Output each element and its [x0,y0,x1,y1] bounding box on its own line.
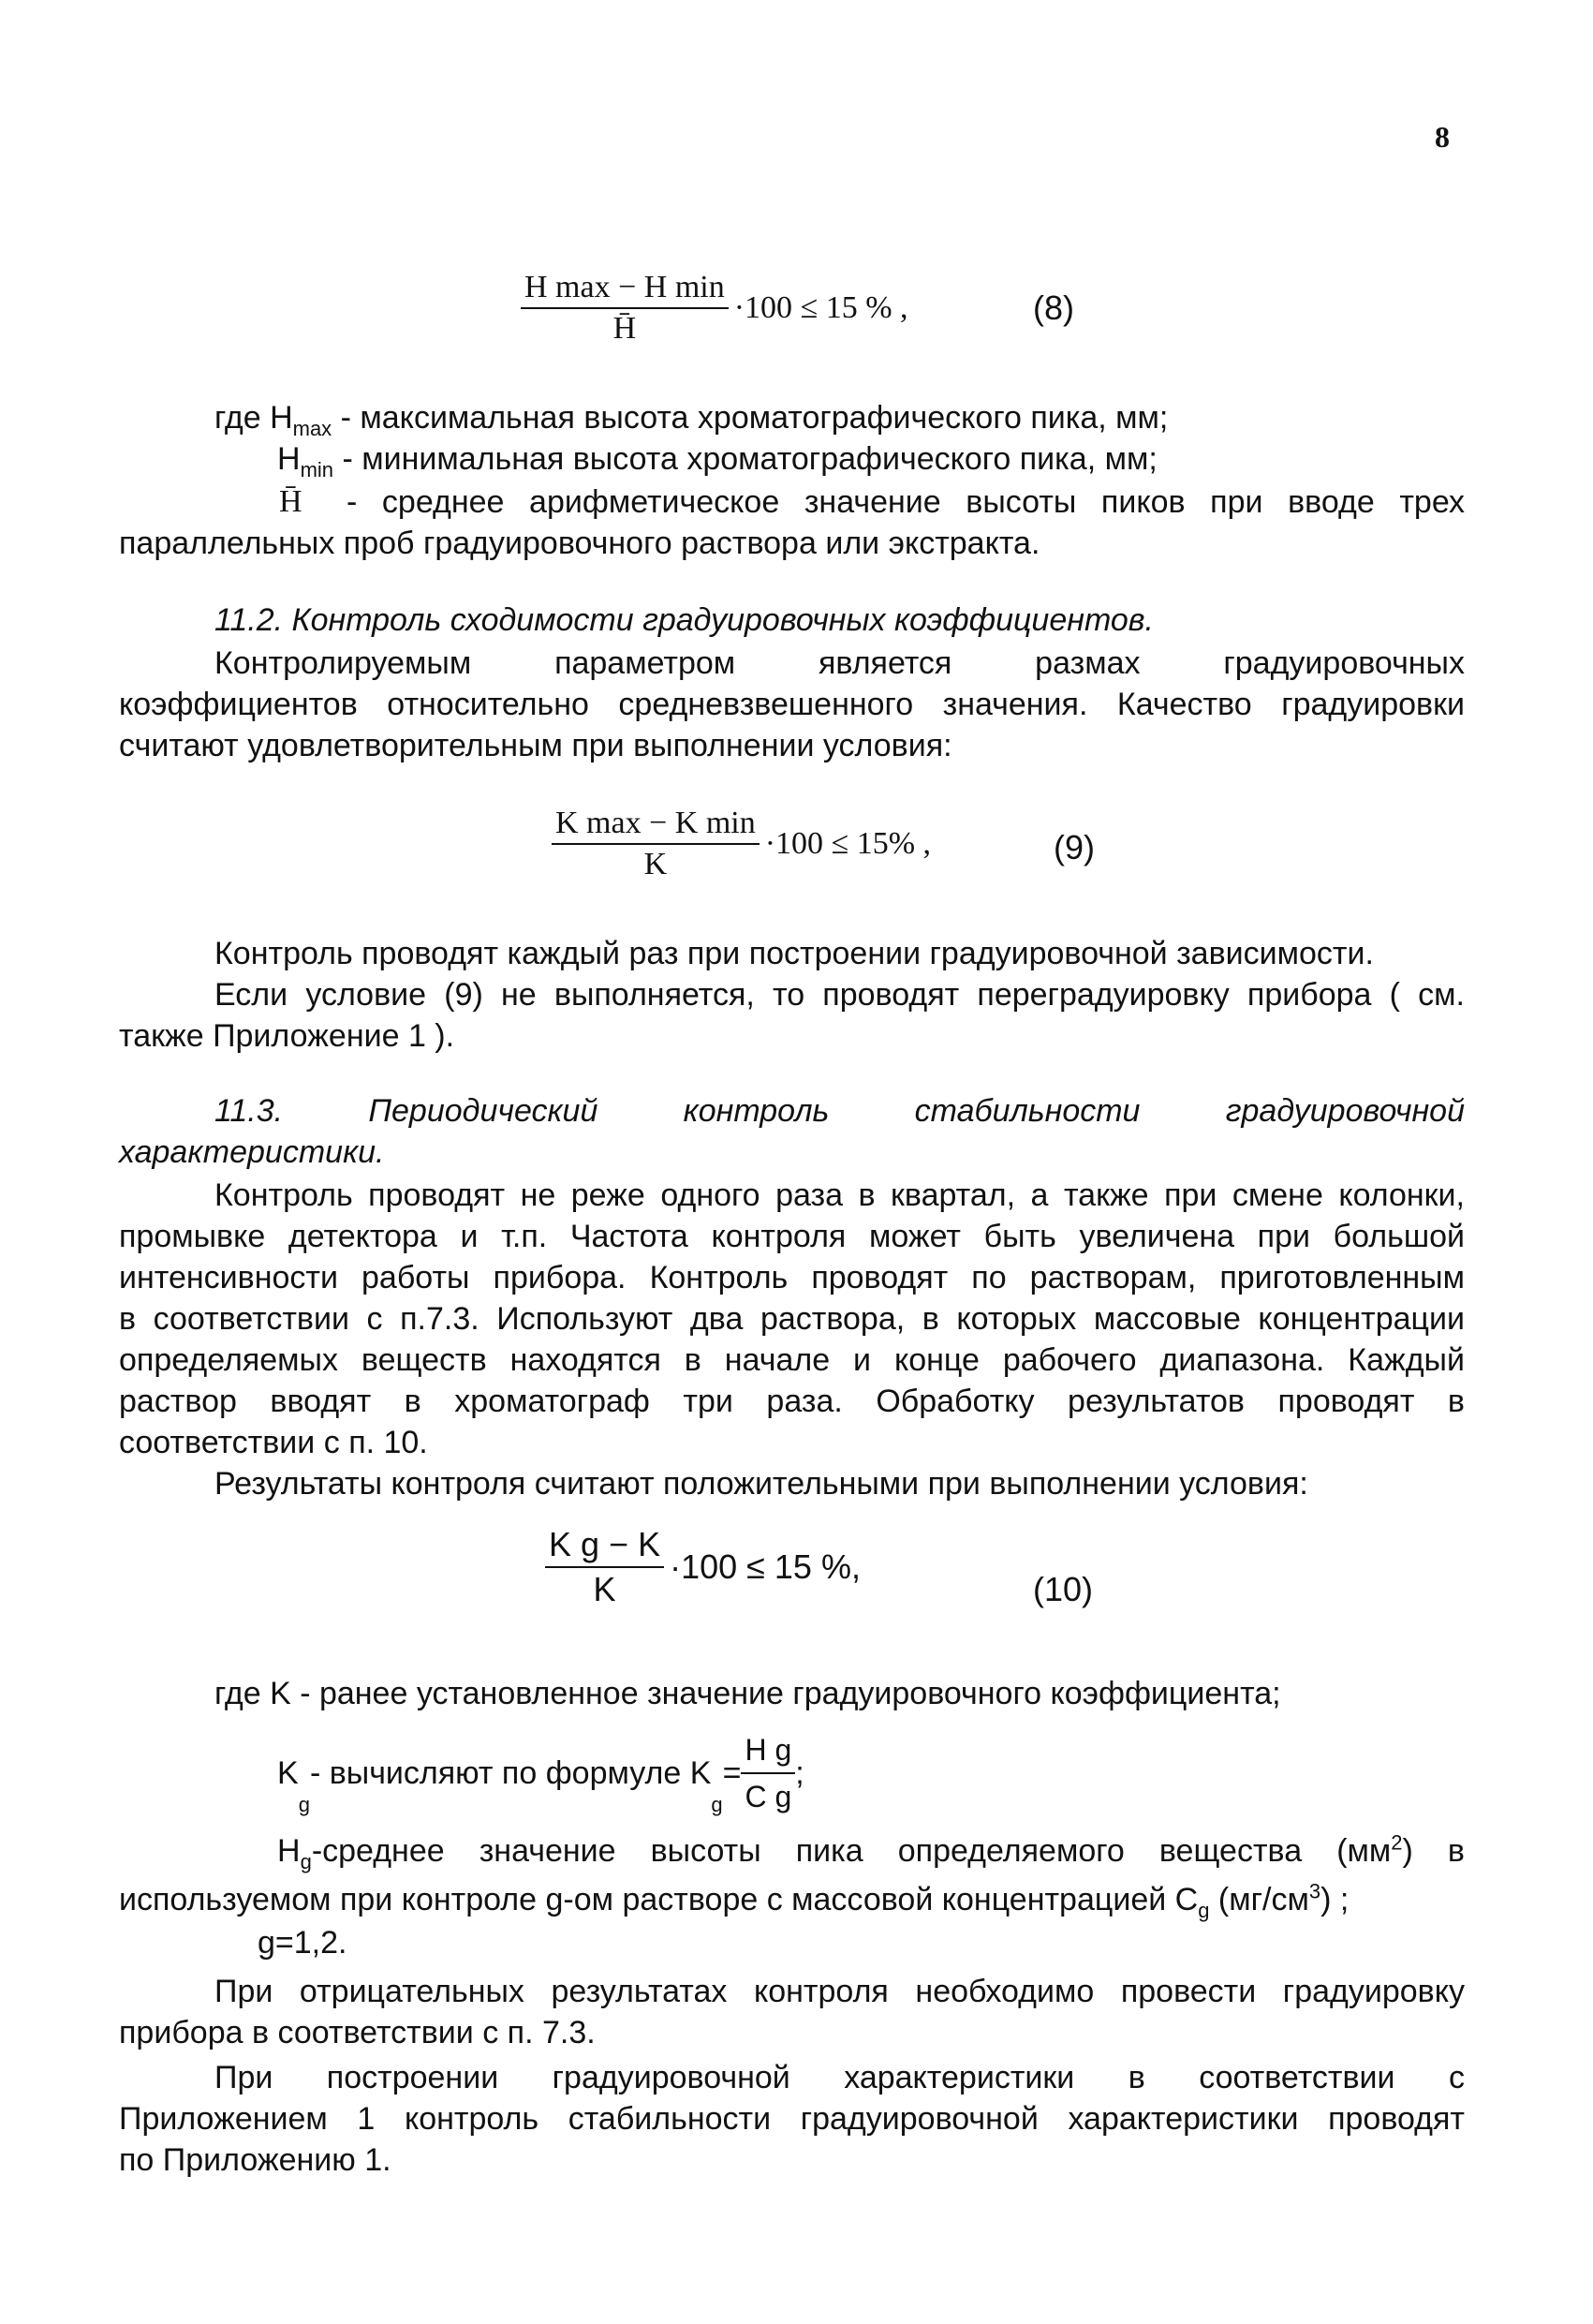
para-11-3-results: Результаты контроля считают положительными при выполнении условия: [214,1466,1308,1502]
def-hmax: где $H_{max}$ - максимальная высота хроматографического пика, мм; [214,400,1169,440]
formula-10-denominator: K [593,1570,616,1608]
heading-11-2: 11.2. Контроль сходимости градуировочных коэффициентов. [214,602,1154,638]
equation-number-8: (8) [1033,289,1074,327]
equation-number-9: (9) [1054,828,1095,866]
formula-9-numerator: K max − K min [552,806,760,845]
para-11-3-line-4: в соответствии с п.7.3. Используют два раствора, в которых массовые концентрации [119,1301,1465,1337]
kg-formula-fraction: $\frac{\text{H g}}{\text{C g}}$ [741,1729,795,1817]
para-11-2-line-1: Контролируемым параметром является размах градуировочных [214,645,1465,681]
final-para-1-line-1: При отрицательных результатах контроля необходимо провести градуировку [214,1974,1465,2009]
def-hg: $H_g$-среднее значение высоты пика определяемого вещества $(мм^2)$ в [277,1830,1465,1873]
formula-10-tail: ·100 ≤ 15 %, [670,1547,861,1586]
def-hbar: - среднее арифметическое значение высоты пиков при вводе трех [347,484,1465,520]
para-11-3-line-7: соответствии с п. 10. [119,1425,428,1460]
after-9-line-3: также Приложение 1 ). [119,1018,455,1054]
def-hg-cont: используемом при контроле g-ом растворе с массовой концентрацией $C_g$ $(мг/см^3)$ ; [119,1879,1350,1922]
after-9-line-2: Если условие (9) не выполняется, то проводят переградуировку прибора ( см. [214,977,1465,1013]
para-11-2-line-3: считают удовлетворительным при выполнении условия: [119,728,952,763]
formula-8-denominator: H̄ [612,311,637,346]
final-para-1-line-2: прибора в соответствии с п. 7.3. [119,2015,596,2050]
final-para-2-line-2: Приложением 1 контроль стабильности градуировочной характеристики проводят [119,2101,1465,2137]
def-hbar-symbol: H̄ [279,484,302,519]
formula-9-tail: ·100 ≤ 15% , [764,826,932,861]
heading-11-3-cont: характеристики. [119,1134,385,1170]
def-hmin: $H_{min}$ - минимальная высота хроматографического пика, мм; [277,441,1158,481]
page-number: 8 [1435,120,1450,154]
final-para-2-line-3: по Приложению 1. [119,2142,391,2178]
para-11-3-line-1: Контроль проводят не реже одного раза в квартал, а также при смене колонки, [214,1177,1465,1213]
def-k: где K - ранее установленное значение градуировочного коэффициента; [214,1676,1281,1711]
para-11-3-line-5: определяемых веществ находятся в начале и конце рабочего диапазона. Каждый [119,1342,1465,1378]
formula-9-fraction [552,806,760,882]
formula-9 [552,806,931,882]
def-kg: K $_g$ - вычисляют по формуле K $_g$ = $\frac{\text{H g}}{\text{C g}}$ ; [277,1729,804,1817]
def-hbar-cont: параллельных проб градуировочного раствора или экстракта. [119,525,1040,561]
final-para-2-line-1: При построении градуировочной характеристики в соответствии с [214,2060,1465,2095]
formula-10-fraction [545,1525,664,1609]
formula-8 [521,270,908,347]
formula-8-fraction [521,270,729,347]
def-g-values: g=1,2. [258,1925,347,1961]
formula-9-denominator: K [643,847,668,881]
formula-8-tail: ·100 ≤ 15 % , [733,290,908,325]
para-11-3-line-2: промывке детектора и т.п. Частота контроля может быть увеличена при большой [119,1219,1465,1254]
para-11-3-line-6: раствор вводят в хроматограф три раза. Обработку результатов проводят в [119,1384,1465,1419]
para-11-2-line-2: коэффициентов относительно средневзвешенного значения. Качество градуировки [119,687,1465,722]
formula-10 [545,1525,861,1609]
after-9-line-1: Контроль проводят каждый раз при построении градуировочной зависимости. [214,936,1374,971]
heading-11-3: 11.3. Периодический контроль стабильности градуировочной [214,1093,1465,1129]
formula-8-numerator: H max − H min [521,270,729,309]
equation-number-10: (10) [1033,1570,1094,1608]
para-11-3-line-3: интенсивности работы прибора. Контроль проводят по растворам, приготовленным [119,1260,1465,1295]
formula-10-numerator: K g − K [545,1525,664,1568]
